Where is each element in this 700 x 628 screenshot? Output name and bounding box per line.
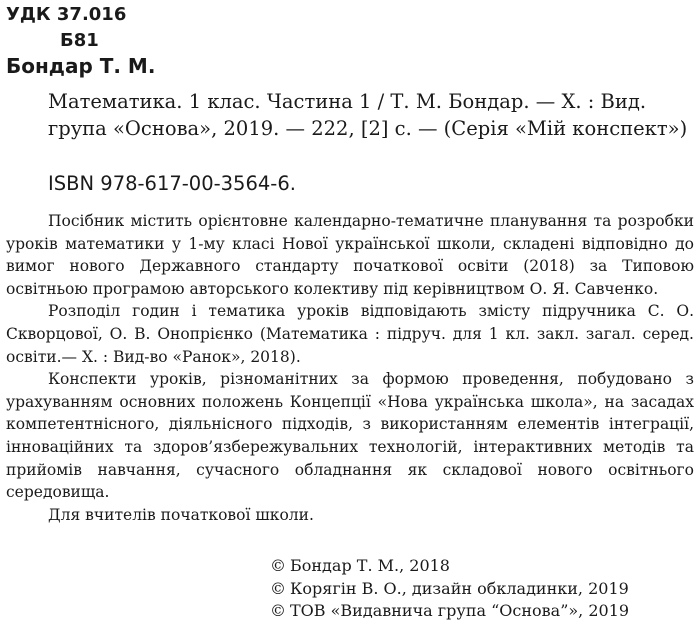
author-code: Б81	[60, 30, 99, 51]
abstract	[6, 210, 694, 526]
copyright-text: Бондар Т. М., 2018	[290, 556, 450, 575]
audience-note: Для вчителів початкової школи.	[48, 505, 314, 524]
copyright-line	[270, 578, 629, 601]
copyright-line	[270, 600, 629, 623]
abstract-paragraph: Розподіл годин і тематика уроків відповідають змісту підручника С. О. Скворцової, О. В. Онопрієнко (Математика : підруч. для 1 кл. закл. загал. серед. освіти.— Х. : Вид-во «Ранок», 2018).	[6, 302, 694, 366]
abstract-paragraph: Посібник містить орієнтовне календарно-тематичне планування та розробки уроків математики у 1-му класі Нової української школи, складені відповідно до вимог нового Державного стандарту початкової освіти (2018) за Типовою освітньою програмою авторського колективу під керівництвом О. Я. Савченко.	[6, 212, 694, 298]
copyright-icon: ©	[270, 601, 286, 620]
isbn: ISBN 978-617-00-3564-6.	[48, 172, 296, 195]
udk-code: УДК 37.016	[6, 4, 127, 25]
copyright-text: ТОВ «Видавнича група “Основа”», 2019	[290, 601, 630, 620]
copyright-text: Корягін В. О., дизайн обкладинки, 2019	[290, 578, 629, 598]
copyright-block	[270, 555, 629, 623]
author-name: Бондар Т. М.	[6, 54, 156, 78]
copyright-line	[270, 555, 629, 578]
abstract-paragraph: Конспекти уроків, різноманітних за формою проведення, побудовано з урахуванням основних положень Концепції «Нова українська школа», на засадах компетентнісного, діяльнісного підходів, з використанням елементів інтеграції, інноваційних та здоров’язбережувальних технологій, інтерактивних методів та прийомів навчання, сучасного обладнання як складової нового освітнього середовища.	[6, 370, 694, 502]
bibliographic-description: Математика. 1 клас. Частина 1 / Т. М. Бондар. — Х. : Вид. група «Основа», 2019. — 222, [2] с. — (Серія «Мій конспект»)	[48, 90, 688, 140]
copyright-icon: ©	[270, 556, 286, 575]
copyright-icon: ©	[270, 578, 286, 598]
